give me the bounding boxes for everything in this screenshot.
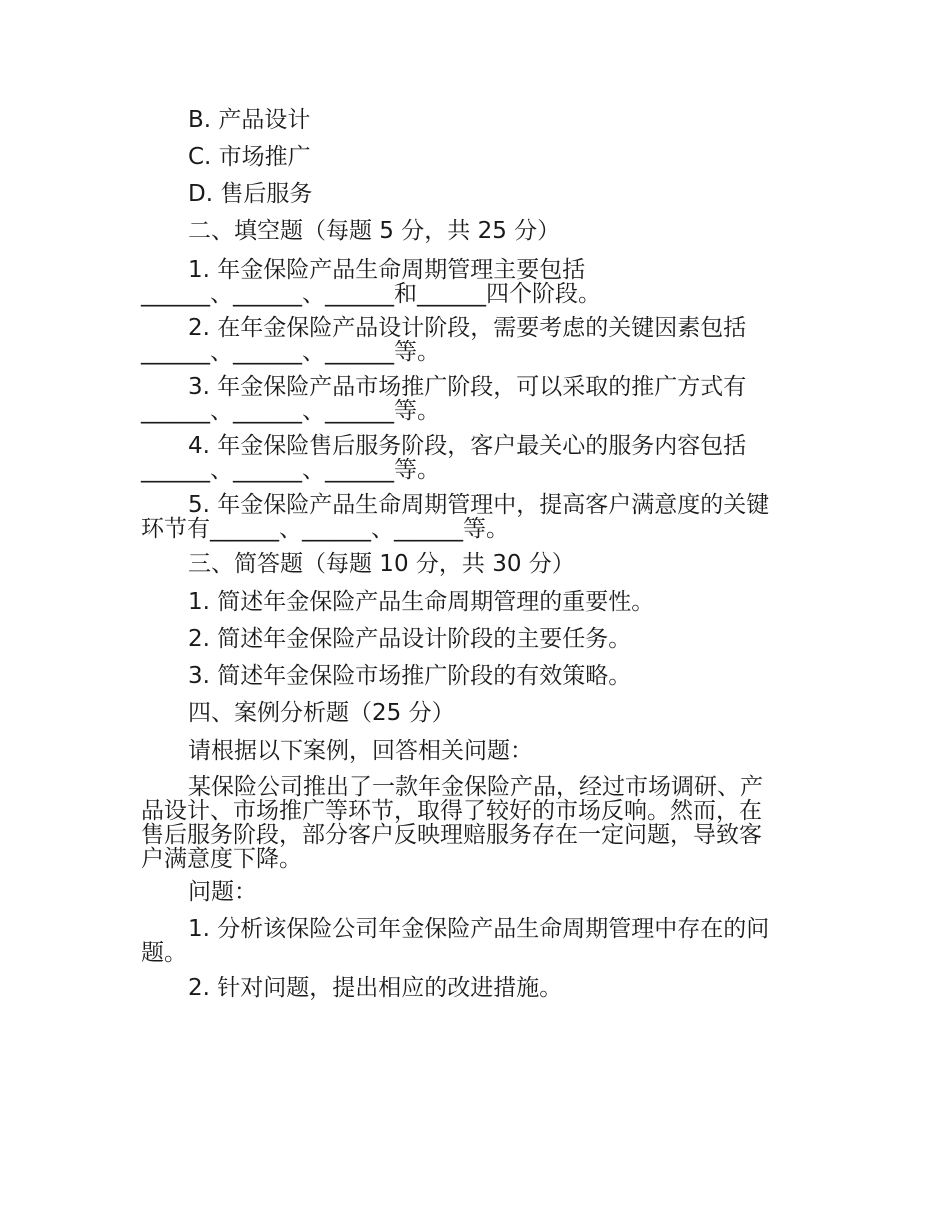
short-answer-heading: 三、简答题（每题 10 分，共 30 分） — [188, 551, 575, 577]
case-q1-line2: 题。 — [141, 940, 187, 966]
case-paragraph-line3: 售后服务阶段，部分客户反映理赔服务存在一定问题，导致客 — [141, 822, 762, 848]
case-q2: 2. 针对问题，提出相应的改进措施。 — [188, 975, 563, 1001]
fill-q3-line1: 3. 年金保险产品市场推广阶段，可以采取的推广方式有 — [188, 374, 747, 400]
case-paragraph-line2: 品设计、市场推广等环节，取得了较好的市场反响。然而，在 — [141, 798, 762, 824]
fill-q1-line2: ______、______、______和______四个阶段。 — [141, 281, 601, 307]
case-question-label: 问题： — [188, 879, 257, 905]
fill-q5-line2: 环节有______、______、______等。 — [141, 516, 509, 542]
fill-q3-line2: ______、______、______等。 — [141, 398, 440, 424]
fill-q5-line1: 5. 年金保险产品生命周期管理中，提高客户满意度的关键 — [188, 492, 770, 518]
fill-q2-line2: ______、______、______等。 — [141, 339, 440, 365]
short-q1: 1. 简述年金保险产品生命周期管理的重要性。 — [188, 589, 655, 615]
fill-blank-heading: 二、填空题（每题 5 分，共 25 分） — [188, 218, 561, 244]
option-c: C. 市场推广 — [188, 144, 311, 170]
fill-q4-line2: ______、______、______等。 — [141, 457, 440, 483]
case-q1-line1: 1. 分析该保险公司年金保险产品生命周期管理中存在的问 — [188, 916, 770, 942]
case-paragraph-line4: 户满意度下降。 — [141, 846, 302, 872]
fill-q1-line1: 1. 年金保险产品生命周期管理主要包括 — [188, 257, 586, 283]
fill-q4-line1: 4. 年金保险售后服务阶段，客户最关心的服务内容包括 — [188, 433, 747, 459]
short-q2: 2. 简述年金保险产品设计阶段的主要任务。 — [188, 626, 632, 652]
fill-q2-line1: 2. 在年金保险产品设计阶段，需要考虑的关键因素包括 — [188, 315, 747, 341]
case-paragraph-line1: 某保险公司推出了一款年金保险产品，经过市场调研、产 — [188, 774, 763, 800]
option-b: B. 产品设计 — [188, 107, 311, 133]
option-d: D. 售后服务 — [188, 181, 313, 207]
case-intro: 请根据以下案例，回答相关问题： — [188, 738, 533, 764]
short-q3: 3. 简述年金保险市场推广阶段的有效策略。 — [188, 663, 632, 689]
case-heading: 四、案例分析题（25 分） — [188, 700, 455, 726]
